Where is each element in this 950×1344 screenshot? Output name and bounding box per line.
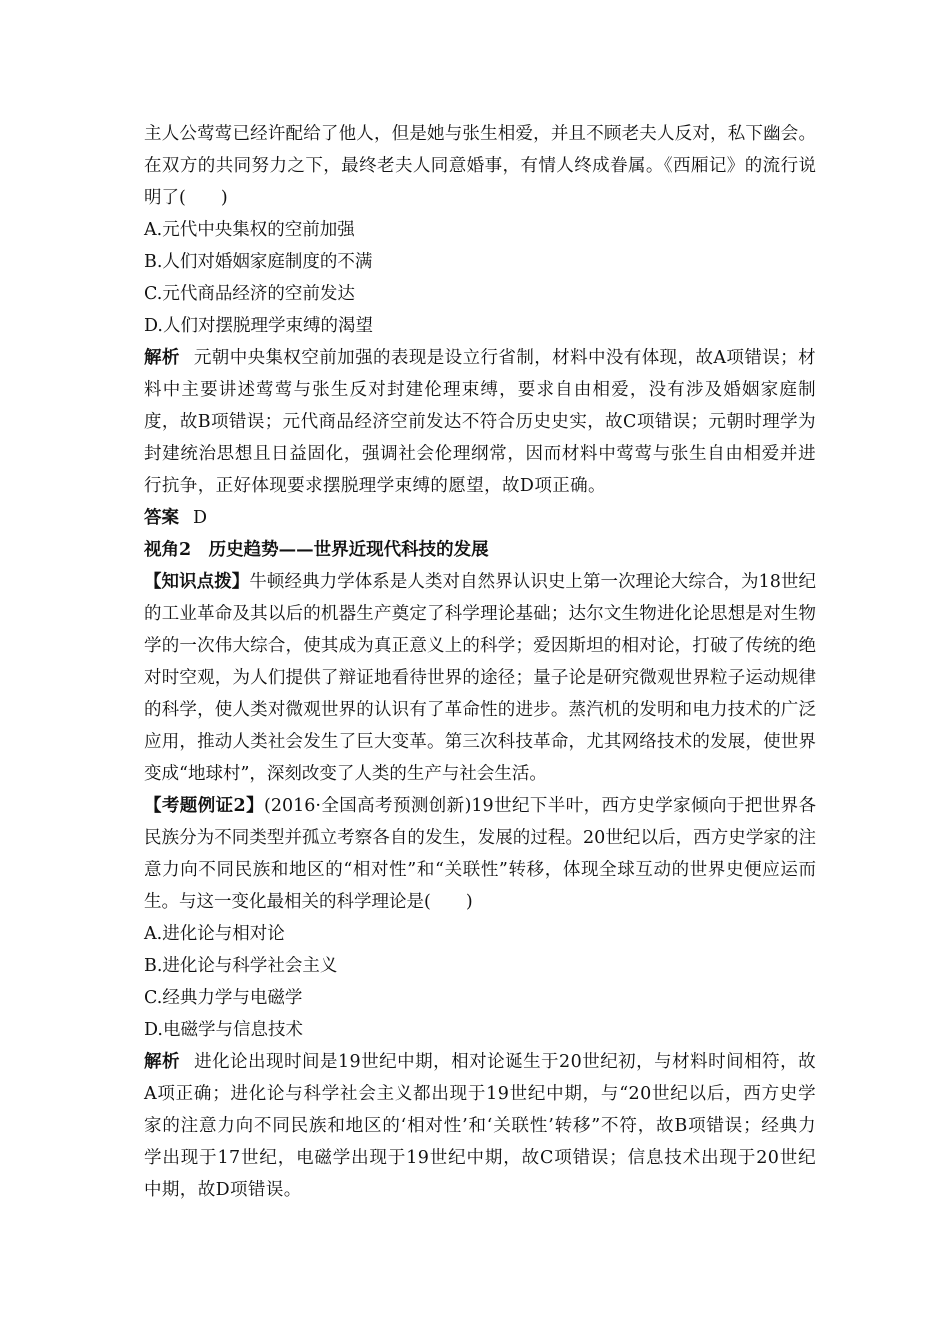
example-label: 【考题例证2】 [144,796,265,816]
question-2-option-c: C.经典力学与电磁学 [144,988,303,1008]
question-1-option-d: D.人们对摆脱理学束缚的渴望 [144,316,373,336]
question-2-analysis [144,1046,816,1206]
question-1-option-c: C.元代商品经济的空前发达 [144,284,355,304]
analysis-label: 解析 [144,348,180,368]
question-1-option-b: B.人们对婚姻家庭制度的不满 [144,252,373,272]
question-2-option-d: D.电磁学与信息技术 [144,1020,303,1040]
analysis-text: 元朝中央集权空前加强的表现是设立行省制，材料中没有体现，故A项错误；材料中主要讲述莺莺与张生反对封建伦理束缚，要求自由相爱，没有涉及婚姻家庭制度，故B项错误；元代商品经济空前发达不符合历史史实，故C项错误；元朝时理学为封建统治思想且日益固化，强调社会伦理纲常，因而材料中莺莺与张生自由相爱并进行抗争，正好体现要求摆脱理学束缚的愿望，故D项正确。 [144,348,816,496]
question-1-answer [144,502,816,534]
question-1-stem: 主人公莺莺已经许配给了他人，但是她与张生相爱，并且不顾老夫人反对，私下幽会。在双方的共同努力之下，最终老夫人同意婚事，有情人终成眷属。《西厢记》的流行说明了( ) [144,124,816,208]
document-page [144,118,816,1206]
answer-value: D [193,508,208,528]
analysis-label: 解析 [144,1052,180,1072]
question-2-text: 19世纪下半叶，西方史学家倾向于把世界各民族分为不同类型并孤立考察各自的发生，发展的过程。20世纪以后，西方史学家的注意力向不同民族和地区的“相对性”和“关联性”转移，体现全球互动的世界史便应运而生。与这一变化最相关的科学理论是( ) [144,796,816,912]
knowledge-text: 牛顿经典力学体系是人类对自然界认识史上第一次理论大综合，为18世纪的工业革命及其以后的机器生产奠定了科学理论基础；达尔文生物进化论思想是对生物学的一次伟大综合，使其成为真正意义上的科学；爱因斯坦的相对论，打破了传统的绝对时空观，为人们提供了辩证地看待世界的途径；量子论是研究微观世界粒子运动规律的科学，使人类对微观世界的认识有了革命性的进步。蒸汽机的发明和电力技术的广泛应用，推动人类社会发生了巨大变革。第三次科技革命，尤其网络技术的发展，使世界变成“地球村”，深刻改变了人类的生产与社会生活。 [144,572,816,784]
knowledge-label: 【知识点拨】 [144,572,250,592]
question-2-option-a: A.进化论与相对论 [144,924,285,944]
example-source: (2016·全国高考预测创新) [264,796,472,816]
question-2-stem [144,790,816,918]
section-heading: 视角2 历史趋势——世界近现代科技的发展 [144,540,489,560]
knowledge-paragraph [144,566,816,790]
question-2-option-b: B.进化论与科学社会主义 [144,956,338,976]
question-1-option-a: A.元代中央集权的空前加强 [144,220,355,240]
answer-label: 答案 [144,508,179,528]
analysis-text: 进化论出现时间是19世纪中期，相对论诞生于20世纪初，与材料时间相符，故A项正确；进化论与科学社会主义都出现于19世纪中期，与“20世纪以后，西方史学家的注意力向不同民族和地区的‘相对性’和‘关联性’转移”不符，故B项错误；经典力学出现于17世纪，电磁学出现于19世纪中期，故C项错误；信息技术出现于20世纪中期，故D项错误。 [144,1052,816,1200]
question-1-analysis [144,342,816,502]
